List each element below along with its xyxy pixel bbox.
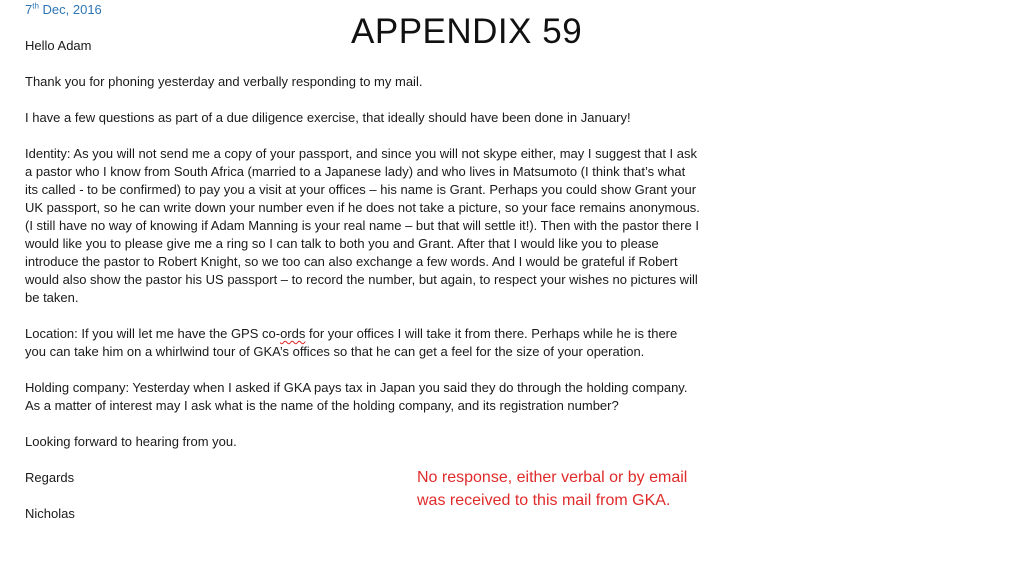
date-rest: Dec, 2016	[38, 2, 102, 17]
location-text-end: for your offices I will take it from there. Perhaps while he is there you can take him on a whirlwind tour of GKA’s offices so that he can get a feel for the size of your operation.	[25, 326, 678, 359]
letter-date	[25, 2, 102, 17]
date-day: 7	[25, 2, 33, 17]
letter-closing: Looking forward to hearing from you.	[25, 434, 237, 449]
letter-paragraph-thanks: Thank you for phoning yesterday and verbally responding to my mail.	[25, 74, 423, 89]
date-suffix: th	[32, 1, 39, 11]
letter-greeting: Hello Adam	[25, 38, 92, 53]
letter-regards: Regards	[25, 470, 75, 485]
appendix-title: APPENDIX 59	[351, 12, 583, 51]
location-text-start: Location: If you will let me have the GPS co-	[25, 326, 281, 341]
letter-paragraph-holding-company: Holding company: Yesterday when I asked if GKA pays tax in Japan you said they do through the holding company. As a matter of interest may I ask what is the name of the holding company, and its registration number?	[25, 380, 688, 413]
misspelled-word: ords	[280, 326, 306, 341]
letter-signature: Nicholas	[25, 506, 75, 521]
letter-paragraph-location	[25, 325, 700, 361]
annotation-note: No response, either verbal or by email was received to this mail from GKA.	[417, 469, 688, 509]
letter-paragraph-identity: Identity: As you will not send me a copy of your passport, and since you will not skype either, may I suggest that I ask a pastor who I know from South Africa (married to a Japanese lady) and who lives in Matsumoto (I think that’s what its called - to be confirmed) to pay you a visit at your offices – his name is Grant. Perhaps you could show Grant your UK passport, so he can write down your number even if he does not take a picture, so your face remains anonymous. (I still have no way of knowing if Adam Manning is your real name – but that will settle it!). Then with the pastor there I would like you to please give me a ring so I can talk to both you and Grant. After that I would like you to please introduce the pastor to Robert Knight, so we too can also exchange a few words. And I would be grateful if Robert would also show the pastor his US passport – to record the number, but again, to respect your wishes no pictures will be taken.	[25, 146, 700, 305]
letter-paragraph-due-diligence: I have a few questions as part of a due diligence exercise, that ideally should have been done in January!	[25, 110, 631, 125]
